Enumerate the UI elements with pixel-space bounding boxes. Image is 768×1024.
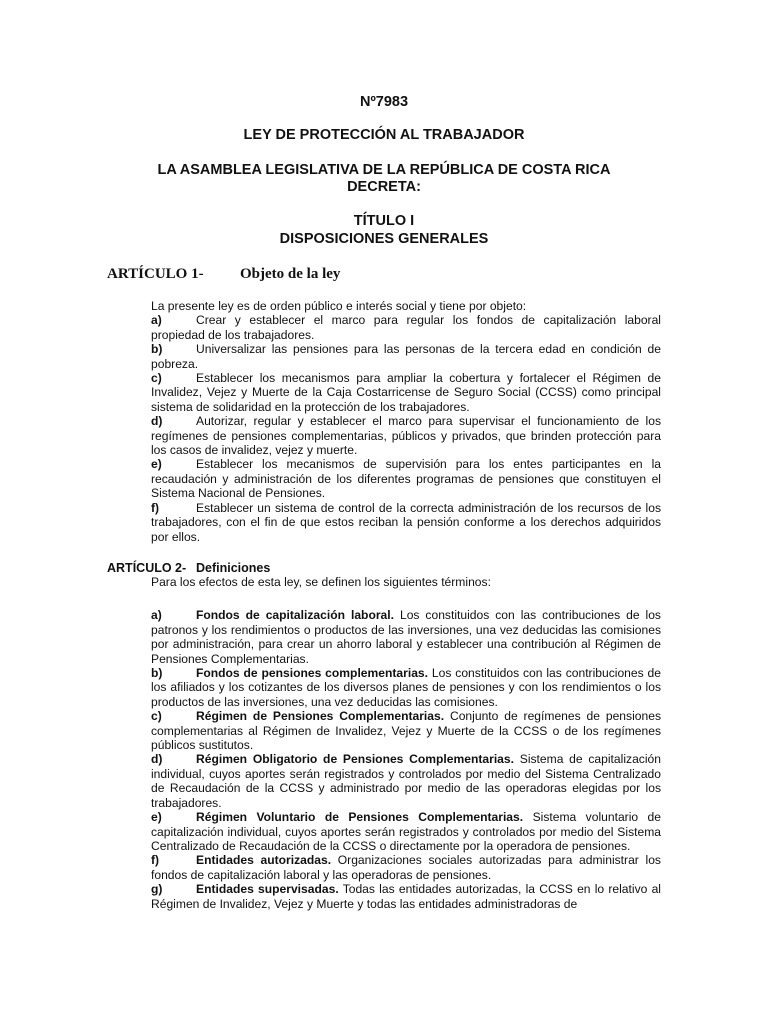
- list-item: [151, 853, 661, 882]
- item-text: Sistema voluntario de capitalización individual, cuyos aportes serán registrados y controlados por medio del Sistema Centralizado de Recaudación de la CCSS o directamente por la operadora de pensiones.: [151, 810, 661, 853]
- item-letter: a): [151, 608, 162, 623]
- article-1-body: [151, 299, 661, 544]
- item-letter: c): [151, 709, 162, 724]
- list-item: [151, 709, 661, 752]
- item-text: Conjunto de regímenes de pensiones complementarias al Régimen de Invalidez, Vejez y Muerte de la CCSS o de los regímenes públicos sustitutos.: [151, 709, 661, 753]
- item-term: Régimen Voluntario de Pensiones Complementarias.: [196, 810, 524, 825]
- list-item: [151, 501, 661, 544]
- item-letter: c): [151, 371, 162, 386]
- item-letter: f): [151, 500, 160, 515]
- item-text: Establecer los mecanismos de supervisión para los entes participantes en la recaudación y administración de los diferentes programas de pensiones que constituyen el Sistema Nacional de Pensiones.: [151, 457, 661, 501]
- list-item: [151, 666, 661, 709]
- item-text: Sistema de capitalización individual, cuyos aportes serán registrados y controlados por medio del Sistema Centralizado de Recaudación de la CCSS y administrado por medio de las operadoras elegidas por los trabajadores.: [151, 752, 661, 810]
- item-text: Los constituidos con las contribuciones de los afiliados y los cotizantes de los diversos planes de pensiones y con los rendimientos o los productos de las inversiones, una vez deducidas las comisiones.: [151, 666, 661, 709]
- item-letter: e): [151, 457, 162, 472]
- item-letter: f): [151, 853, 160, 868]
- item-letter: b): [151, 666, 163, 681]
- item-term: Régimen de Pensiones Complementarias.: [196, 709, 445, 724]
- list-item: [151, 752, 661, 810]
- item-letter: g): [151, 882, 163, 897]
- law-title: LEY DE PROTECCIÓN AL TRABAJADOR: [243, 127, 525, 143]
- list-item: [151, 810, 661, 853]
- item-term: Fondos de capitalización laboral.: [196, 608, 394, 623]
- article-2-label: ARTÍCULO 2-: [107, 561, 187, 575]
- assembly-line-1: LA ASAMBLEA LEGISLATIVA DE LA REPÚBLICA DE COSTA RICA: [157, 162, 611, 178]
- item-term: Fondos de pensiones complementarias.: [196, 666, 429, 681]
- list-item: [151, 414, 661, 457]
- article-1-name: Objeto de la ley: [240, 266, 341, 282]
- article-2-name: Definiciones: [196, 561, 271, 575]
- item-term: Régimen Obligatorio de Pensiones Complementarias.: [196, 752, 514, 767]
- article-2-body: [151, 575, 661, 911]
- item-letter: b): [151, 342, 163, 357]
- titulo-heading: TÍTULO I: [353, 213, 415, 229]
- item-text: Crear y establecer el marco para regular los fondos de capitalización laboral propiedad de los trabajadores.: [151, 313, 661, 342]
- item-text: Establecer los mecanismos para ampliar la cobertura y fortalecer el Régimen de Invalidez, Vejez y Muerte de la Caja Costarricense de Seguro Social (CCSS) como principal sistema de solidaridad en la protección de los trabajadores.: [151, 371, 661, 414]
- item-term: Entidades supervisadas.: [196, 882, 339, 897]
- list-item: [151, 313, 661, 342]
- assembly-line-2: DECRETA:: [347, 179, 421, 195]
- list-item: [151, 608, 661, 666]
- law-number: Nº7983: [359, 94, 409, 110]
- article-1-label: ARTÍCULO 1-: [107, 266, 204, 282]
- item-text: Todas las entidades autorizadas, la CCSS en lo relativo al Régimen de Invalidez, Vejez y Muerte y todas las entidades administradoras de: [151, 882, 661, 911]
- item-text: Establecer un sistema de control de la correcta administración de los recursos de los trabajadores, con el fin de que estos reciban la pensión conforme a los derechos adquiridos por ellos.: [151, 500, 661, 544]
- article-1-intro: La presente ley es de orden público e interés social y tiene por objeto:: [151, 299, 527, 313]
- list-item: [151, 457, 661, 500]
- item-text: Autorizar, regular y establecer el marco para supervisar el funcionamiento de los regímenes de pensiones complementarias, públicos y privados, que brinden protección para los casos de invalidez, vejez y muerte.: [151, 414, 661, 458]
- item-letter: e): [151, 810, 162, 825]
- item-text: Los constituidos con las contribuciones de los patronos y los rendimientos o productos de las inversiones, una vez deducidas las comisiones por administración, para crear un ahorro laboral y establecer una contribución al Régimen de Pensiones Complementarias.: [151, 608, 661, 666]
- spacer: [151, 589, 661, 608]
- item-text: Organizaciones sociales autorizadas para administrar los fondos de capitalización laboral y las operadoras de pensiones.: [151, 853, 661, 882]
- item-term: Entidades autorizadas.: [196, 853, 332, 868]
- list-item: [151, 342, 661, 371]
- list-item: [151, 882, 661, 911]
- item-text: Universalizar las pensiones para las personas de la tercera edad en condición de pobreza.: [151, 342, 661, 371]
- item-letter: d): [151, 414, 163, 429]
- item-letter: a): [151, 313, 162, 328]
- titulo-name: DISPOSICIONES GENERALES: [279, 231, 489, 247]
- item-letter: d): [151, 752, 163, 767]
- article-2-intro: Para los efectos de esta ley, se definen los siguientes términos:: [151, 575, 491, 589]
- list-item: [151, 371, 661, 414]
